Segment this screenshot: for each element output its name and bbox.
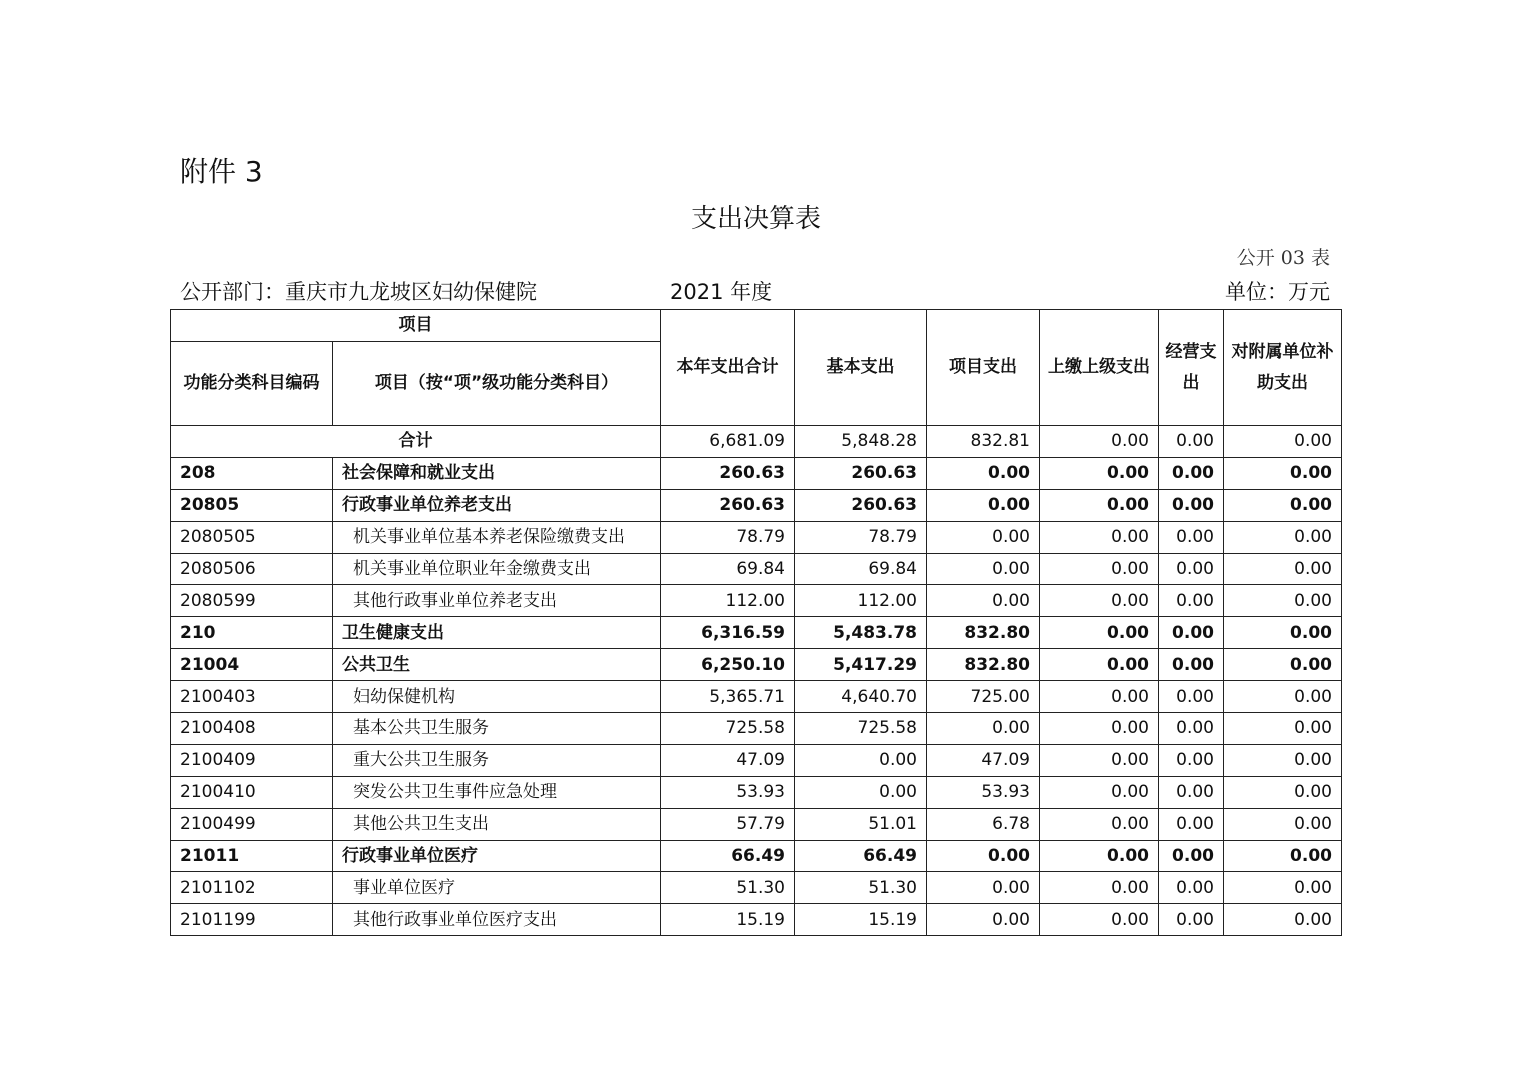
unit-label: 单位：万元 [1225, 280, 1330, 304]
header-name: 项目（按“项”级功能分类科目） [333, 342, 661, 426]
row-value: 0.00 [927, 521, 1040, 553]
row-value: 0.00 [927, 489, 1040, 521]
row-name: 事业单位医疗 [333, 872, 661, 904]
row-value: 0.00 [1040, 744, 1159, 776]
row-value: 0.00 [1159, 744, 1224, 776]
row-value: 69.84 [795, 553, 927, 585]
header-business: 经营支出 [1159, 310, 1224, 426]
row-name: 其他行政事业单位养老支出 [333, 585, 661, 617]
table-code: 公开 03 表 [1236, 247, 1330, 269]
row-name: 妇幼保健机构 [333, 681, 661, 713]
row-code: 208 [171, 457, 333, 489]
row-value: 0.00 [927, 840, 1040, 872]
row-value: 0.00 [1224, 744, 1342, 776]
row-value: 0.00 [1040, 872, 1159, 904]
row-value: 832.80 [927, 617, 1040, 649]
total-row [171, 426, 1342, 458]
row-name: 社会保障和就业支出 [333, 457, 661, 489]
row-value: 0.00 [1159, 457, 1224, 489]
row-value: 0.00 [1040, 840, 1159, 872]
row-value: 0.00 [1159, 904, 1224, 936]
page-title: 支出决算表 [690, 204, 821, 234]
row-name: 其他行政事业单位医疗支出 [333, 904, 661, 936]
row-value: 0.00 [1224, 904, 1342, 936]
row-value: 0.00 [1224, 776, 1342, 808]
row-value: 0.00 [795, 744, 927, 776]
table-row [171, 585, 1342, 617]
row-code: 2080505 [171, 521, 333, 553]
row-value: 0.00 [1159, 649, 1224, 681]
table-row [171, 617, 1342, 649]
row-value: 47.09 [661, 744, 795, 776]
row-value: 69.84 [661, 553, 795, 585]
row-value: 0.00 [1040, 649, 1159, 681]
row-value: 0.00 [1159, 872, 1224, 904]
row-value: 66.49 [661, 840, 795, 872]
row-value: 47.09 [927, 744, 1040, 776]
table-row [171, 521, 1342, 553]
row-value: 0.00 [1159, 681, 1224, 713]
total-label: 合计 [171, 426, 661, 458]
row-name: 重大公共卫生服务 [333, 744, 661, 776]
row-code: 2100499 [171, 808, 333, 840]
total-value: 5,848.28 [795, 426, 927, 458]
header-subsidy: 对附属单位补助支出 [1224, 310, 1342, 426]
row-value: 0.00 [1224, 489, 1342, 521]
row-value: 66.49 [795, 840, 927, 872]
row-code: 2100408 [171, 713, 333, 745]
row-value: 260.63 [795, 457, 927, 489]
row-code: 2100409 [171, 744, 333, 776]
table-row [171, 904, 1342, 936]
row-value: 0.00 [1224, 649, 1342, 681]
row-code: 20805 [171, 489, 333, 521]
row-value: 0.00 [1224, 553, 1342, 585]
table-row [171, 776, 1342, 808]
row-value: 0.00 [1040, 904, 1159, 936]
row-value: 0.00 [1040, 713, 1159, 745]
row-value: 0.00 [1040, 521, 1159, 553]
row-name: 卫生健康支出 [333, 617, 661, 649]
total-value: 0.00 [1040, 426, 1159, 458]
row-name: 行政事业单位养老支出 [333, 489, 661, 521]
row-value: 5,417.29 [795, 649, 927, 681]
header-code: 功能分类科目编码 [171, 342, 333, 426]
row-value: 0.00 [927, 585, 1040, 617]
row-value: 15.19 [661, 904, 795, 936]
row-value: 0.00 [1224, 840, 1342, 872]
row-value: 0.00 [795, 776, 927, 808]
row-value: 0.00 [1224, 872, 1342, 904]
row-value: 260.63 [661, 489, 795, 521]
row-value: 5,365.71 [661, 681, 795, 713]
row-value: 0.00 [1040, 808, 1159, 840]
row-value: 0.00 [1040, 585, 1159, 617]
total-value: 832.81 [927, 426, 1040, 458]
row-code: 21004 [171, 649, 333, 681]
row-value: 0.00 [1159, 521, 1224, 553]
row-value: 78.79 [661, 521, 795, 553]
row-value: 6,316.59 [661, 617, 795, 649]
row-value: 0.00 [1040, 617, 1159, 649]
row-value: 0.00 [1159, 553, 1224, 585]
table-row [171, 808, 1342, 840]
row-value: 0.00 [1224, 585, 1342, 617]
row-name: 公共卫生 [333, 649, 661, 681]
row-code: 2080506 [171, 553, 333, 585]
department-label: 公开部门：重庆市九龙坡区妇幼保健院 [180, 280, 537, 304]
row-value: 0.00 [1040, 681, 1159, 713]
row-value: 0.00 [927, 872, 1040, 904]
row-value: 0.00 [1159, 585, 1224, 617]
row-value: 0.00 [1224, 808, 1342, 840]
table-row [171, 713, 1342, 745]
row-value: 51.30 [795, 872, 927, 904]
table-body [171, 426, 1342, 936]
row-value: 4,640.70 [795, 681, 927, 713]
table-row [171, 681, 1342, 713]
row-name: 基本公共卫生服务 [333, 713, 661, 745]
row-value: 0.00 [1224, 457, 1342, 489]
row-code: 21011 [171, 840, 333, 872]
row-value: 0.00 [1224, 617, 1342, 649]
table-row [171, 872, 1342, 904]
row-value: 725.00 [927, 681, 1040, 713]
row-value: 78.79 [795, 521, 927, 553]
row-value: 725.58 [795, 713, 927, 745]
row-name: 其他公共卫生支出 [333, 808, 661, 840]
expenditure-table [170, 309, 1342, 936]
row-value: 0.00 [927, 553, 1040, 585]
total-value: 0.00 [1224, 426, 1342, 458]
row-value: 0.00 [1040, 457, 1159, 489]
row-value: 6,250.10 [661, 649, 795, 681]
row-value: 0.00 [1159, 713, 1224, 745]
row-value: 112.00 [795, 585, 927, 617]
row-value: 0.00 [927, 713, 1040, 745]
table-row [171, 553, 1342, 585]
row-value: 0.00 [1224, 713, 1342, 745]
total-value: 0.00 [1159, 426, 1224, 458]
row-value: 832.80 [927, 649, 1040, 681]
row-value: 0.00 [1040, 776, 1159, 808]
row-value: 53.93 [927, 776, 1040, 808]
row-value: 5,483.78 [795, 617, 927, 649]
table-row [171, 457, 1342, 489]
row-value: 51.30 [661, 872, 795, 904]
header-group: 项目 [171, 310, 661, 342]
row-value: 0.00 [1040, 489, 1159, 521]
row-value: 57.79 [661, 808, 795, 840]
header-project: 项目支出 [927, 310, 1040, 426]
table-row [171, 489, 1342, 521]
table-row [171, 840, 1342, 872]
row-value: 6.78 [927, 808, 1040, 840]
row-value: 0.00 [1224, 681, 1342, 713]
table-row [171, 744, 1342, 776]
header-basic: 基本支出 [795, 310, 927, 426]
row-name: 突发公共卫生事件应急处理 [333, 776, 661, 808]
row-code: 210 [171, 617, 333, 649]
total-value: 6,681.09 [661, 426, 795, 458]
header-total: 本年支出合计 [661, 310, 795, 426]
year-label: 2021 年度 [670, 280, 773, 304]
row-value: 260.63 [661, 457, 795, 489]
attachment-label: 附件 3 [180, 155, 263, 188]
row-code: 2100410 [171, 776, 333, 808]
row-value: 0.00 [1159, 617, 1224, 649]
row-code: 2100403 [171, 681, 333, 713]
row-value: 51.01 [795, 808, 927, 840]
row-name: 机关事业单位职业年金缴费支出 [333, 553, 661, 585]
row-value: 0.00 [927, 457, 1040, 489]
header-upper: 上缴上级支出 [1040, 310, 1159, 426]
row-value: 53.93 [661, 776, 795, 808]
row-name: 行政事业单位医疗 [333, 840, 661, 872]
row-code: 2101199 [171, 904, 333, 936]
row-code: 2080599 [171, 585, 333, 617]
row-value: 0.00 [1159, 808, 1224, 840]
row-value: 725.58 [661, 713, 795, 745]
row-value: 0.00 [1159, 840, 1224, 872]
row-value: 0.00 [927, 904, 1040, 936]
row-value: 112.00 [661, 585, 795, 617]
row-name: 机关事业单位基本养老保险缴费支出 [333, 521, 661, 553]
row-value: 0.00 [1159, 776, 1224, 808]
row-value: 260.63 [795, 489, 927, 521]
row-value: 0.00 [1040, 553, 1159, 585]
table-row [171, 649, 1342, 681]
row-value: 0.00 [1159, 489, 1224, 521]
row-code: 2101102 [171, 872, 333, 904]
row-value: 15.19 [795, 904, 927, 936]
row-value: 0.00 [1224, 521, 1342, 553]
